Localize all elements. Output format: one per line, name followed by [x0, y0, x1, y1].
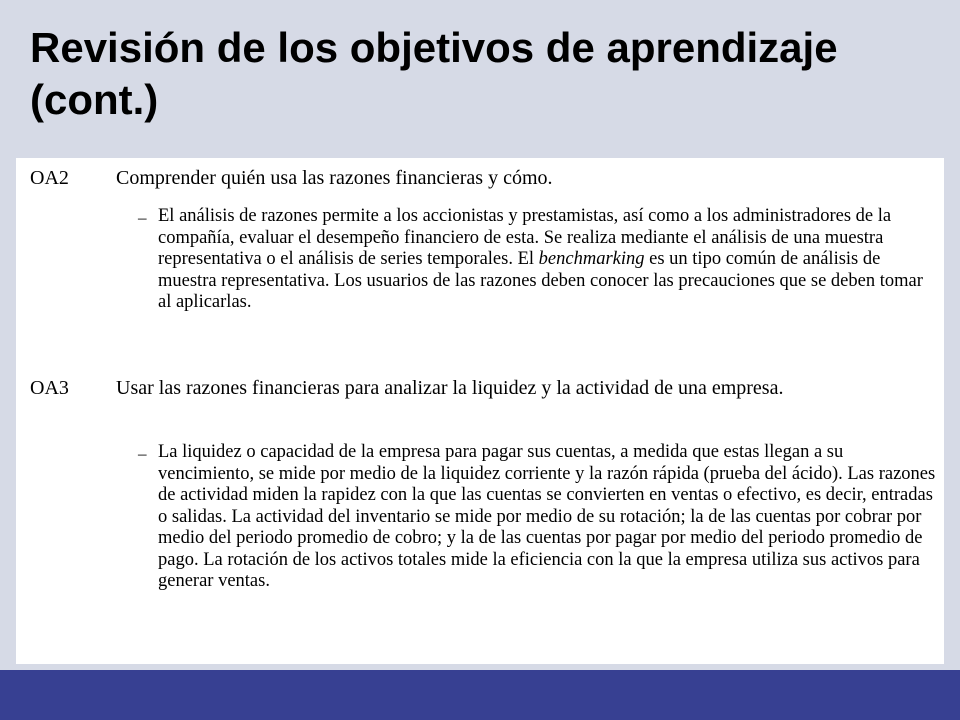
- content-panel: [16, 158, 944, 664]
- objective-title: Usar las razones financieras para analizar la liquidez y la actividad de una empresa.: [116, 377, 784, 399]
- objective-code: OA2: [30, 167, 69, 189]
- detail-italic-term: benchmarking: [538, 249, 645, 269]
- objective-title: Comprender quién usa las razones financieras y cómo.: [116, 167, 553, 189]
- detail-text-end: es un tipo común de análisis de muestra representativa. Los usuarios de las razones deben conocer las precauciones que se deben tomar al aplicarlas.: [158, 249, 923, 312]
- detail-text-start: El análisis de razones permite a los accionistas y prestamistas, así como a los administradores de la compañía, evaluar el desempeño financiero de esta. Se realiza mediante el análisis de una muestra representativa o el análisis de series temporales. El: [158, 206, 892, 269]
- bullet-dash: –: [138, 444, 147, 463]
- bullet-dash: –: [138, 208, 147, 227]
- objective-code: OA3: [30, 377, 69, 399]
- objective-detail: La liquidez o capacidad de la empresa para pagar sus cuentas, a medida que estas llegan a su vencimiento, se mide por medio de la liquidez corriente y la razón rápida (prueba del ácido). Las razones de actividad miden la rapidez con la que las cuentas se convierten en ventas o efectivo, es decir, entradas o salidas. La actividad del inventario se mide por medio de su rotación; la de las cuentas por cobrar por medio del periodo promedio de cobro; y la de las cuentas por pagar por medio del periodo promedio de pago. La rotación de los activos totales mide la eficiencia con la que la empresa utiliza sus activos para generar ventas.: [158, 442, 936, 591]
- slide-title: Revisión de los objetivos de aprendizaje (cont.): [30, 24, 838, 123]
- objective-detail: [158, 206, 940, 314]
- footer-bar: [0, 670, 960, 720]
